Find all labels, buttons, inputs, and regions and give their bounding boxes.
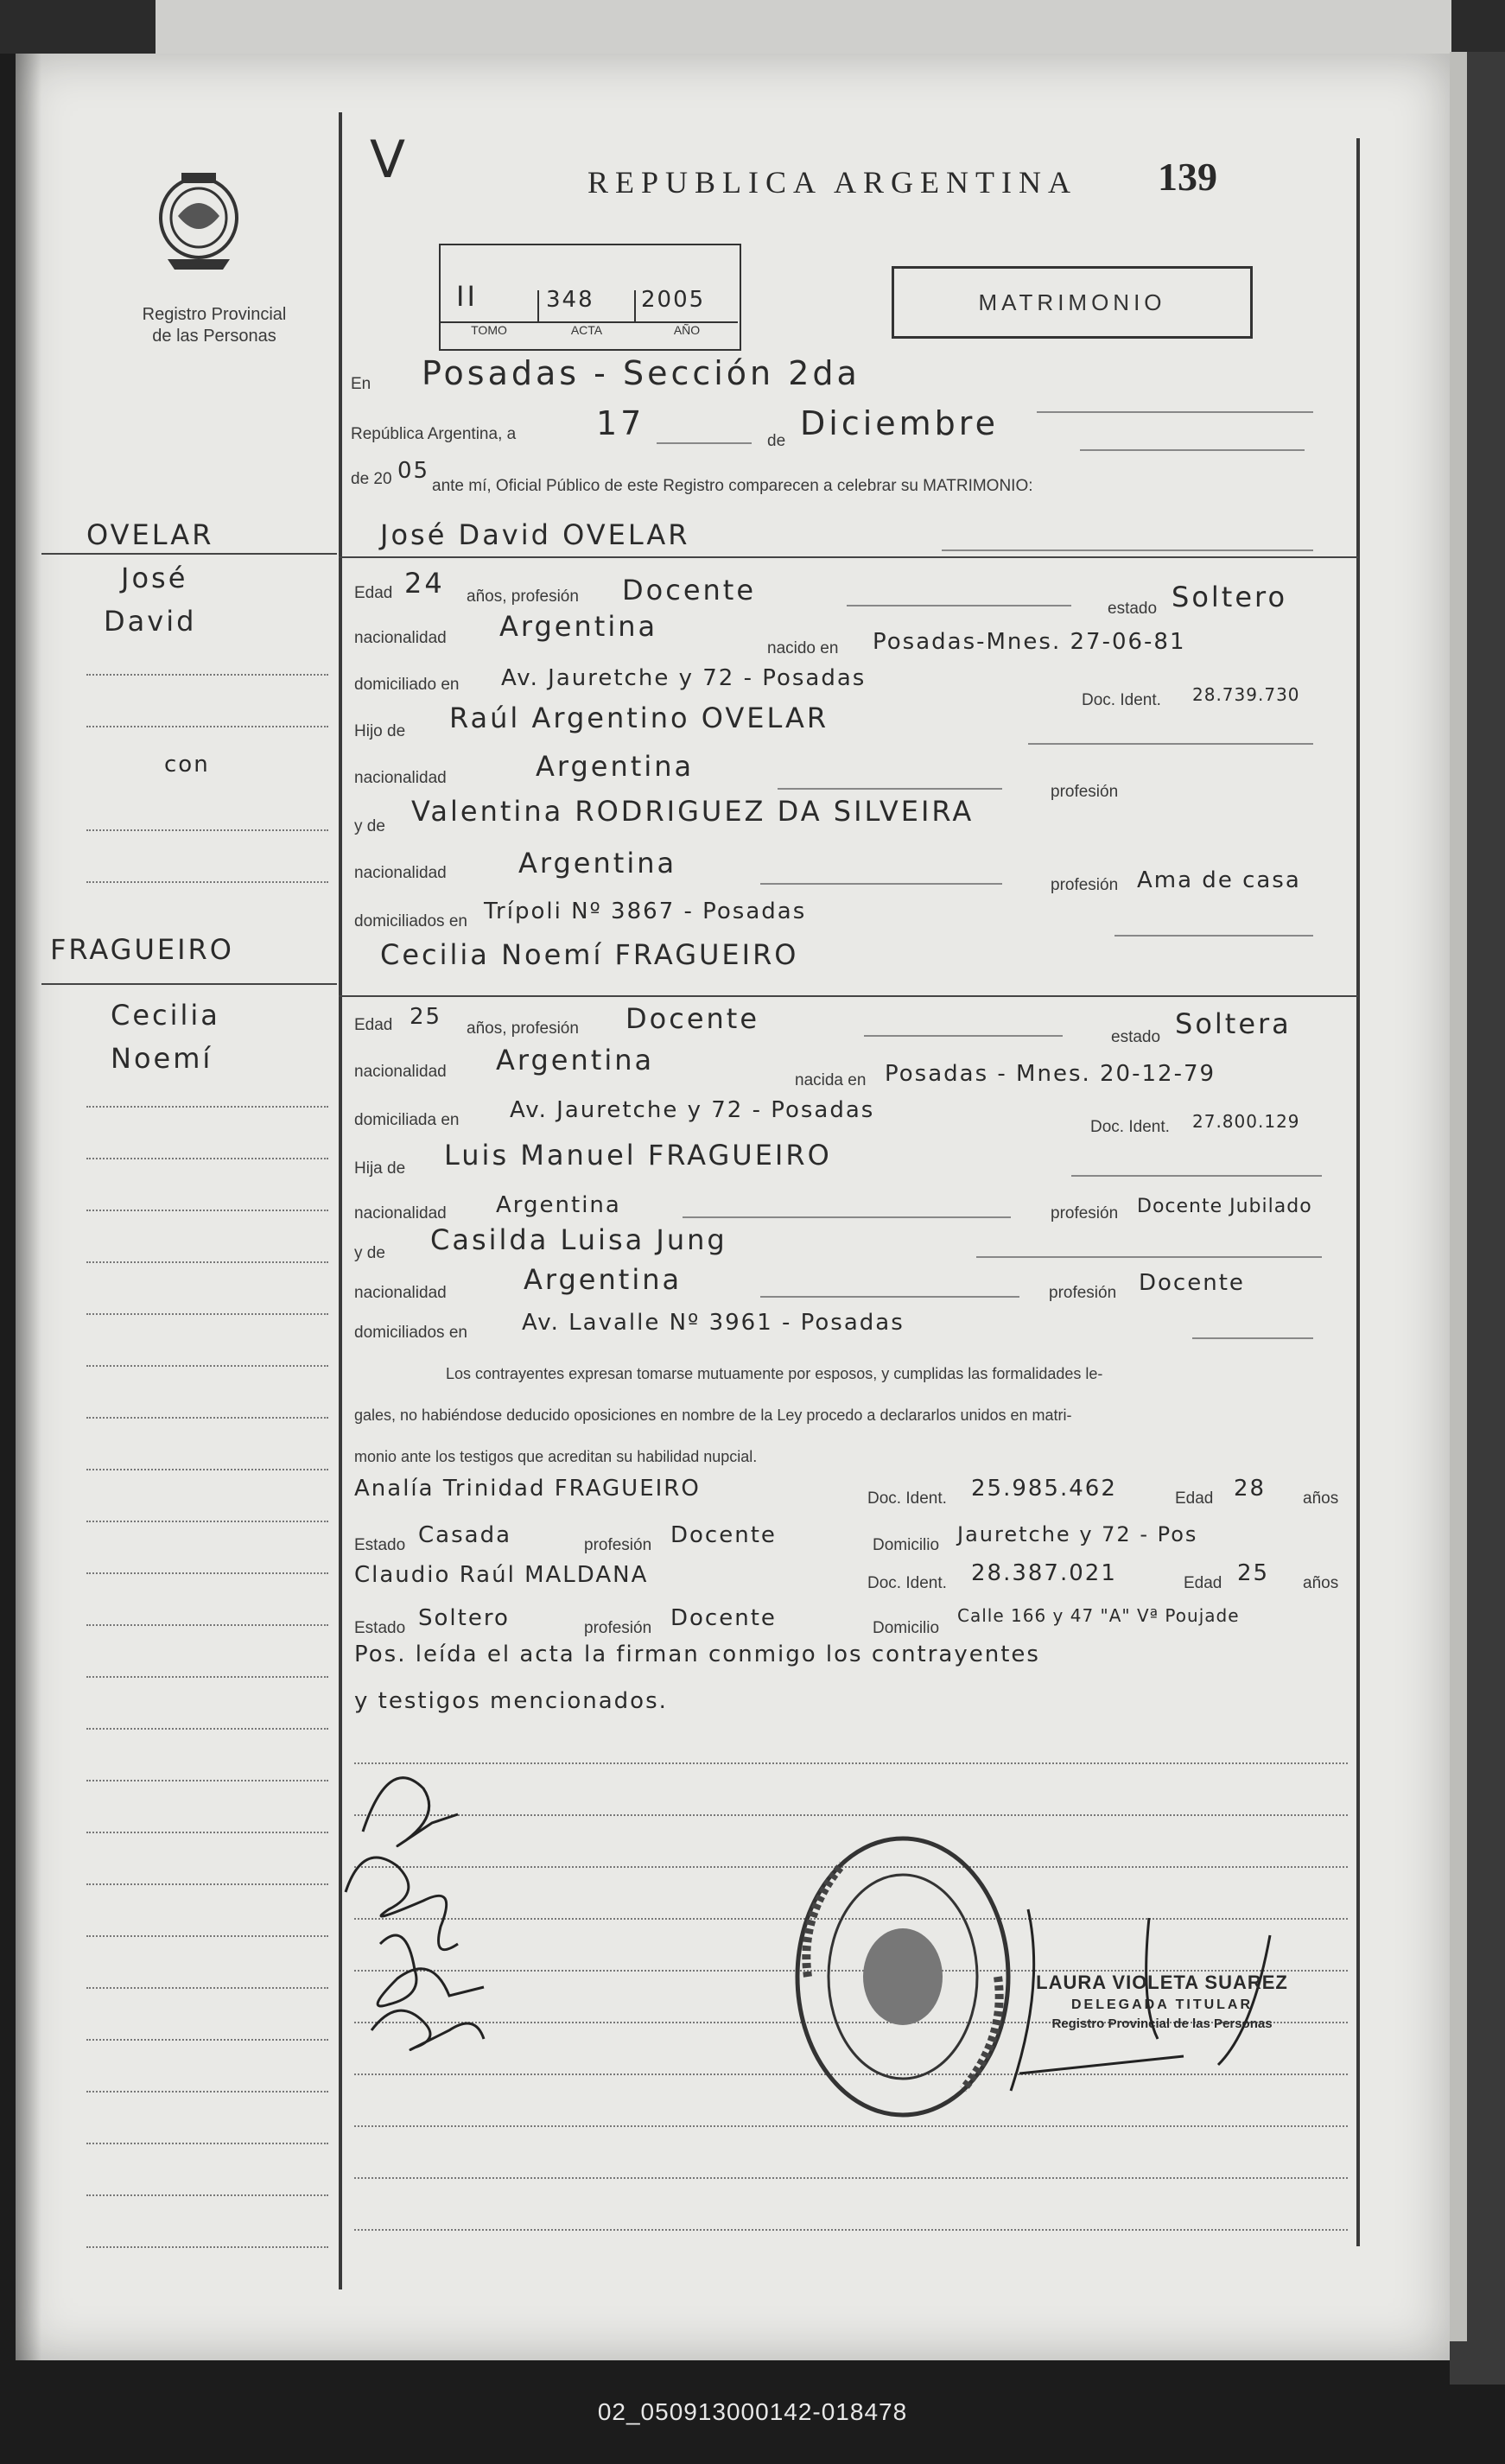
de-label: de [767,432,786,450]
witness2-anos-label: años [1303,1574,1339,1592]
witness2-edad-label: Edad [1184,1574,1222,1592]
tomo-value: II [456,280,478,313]
groom-birth: Posadas-Mnes. 27-06-81 [873,629,1186,655]
bride-mother-nationality: Argentina [524,1263,683,1296]
book-edge-top [156,0,1451,60]
book-edge-right [1450,52,1467,2341]
margin-bride-given-1: Cecilia [111,999,220,1032]
groom-address: Av. Jauretche y 72 - Posadas [501,665,867,691]
official-stamp-text [1019,1972,1305,2031]
groom-doc-label: Doc. Ident. [1082,691,1161,709]
bride-edad-label: Edad [354,1016,393,1034]
bride-address: Av. Jauretche y 72 - Posadas [510,1097,875,1123]
margin-groom-surname: OVELAR [86,518,214,551]
ano-label: AÑO [673,323,701,337]
witness1-prof-label: profesión [584,1536,652,1554]
groom-doc: 28.739.730 [1192,684,1300,705]
bride-estado: Soltera [1175,1007,1292,1040]
bride-father-prof-label: profesión [1051,1204,1119,1222]
groom-full-name: José David OVELAR [380,518,690,551]
groom-father-nationality: Argentina [536,750,695,783]
en-label: En [351,375,371,393]
witness2-address: Calle 166 y 47 "A" Vª Poujade [957,1605,1240,1626]
witness1-dom-label: Domicilio [873,1536,940,1554]
republica-label: República Argentina, a [351,425,517,443]
bride-full-name: Cecilia Noemí FRAGUEIRO [380,938,799,971]
page-number: 139 [1158,155,1217,199]
bride-doc: 27.800.129 [1192,1111,1300,1132]
bride-mother-nat-label: nacionalidad [354,1284,447,1302]
place: Posadas - Sección 2da [422,354,860,392]
witness1-doc: 25.985.462 [971,1476,1117,1502]
day: 17 [596,404,645,442]
witness2-age: 25 [1237,1560,1270,1586]
tomo-label: TOMO [471,323,507,337]
country-title: REPUBLICA ARGENTINA [587,165,1078,200]
bride-mother-prof-label: profesión [1049,1284,1117,1302]
registry-label [119,304,309,347]
margin-connector: con [164,752,210,778]
official-name: LAURA VIOLETA SUAREZ [1036,1972,1288,1993]
groom-dom-label: domiciliado en [354,676,460,694]
official-office: Registro Provincial de las Personas [1051,2016,1273,2031]
record-type-box: MATRIMONIO [892,266,1253,339]
registry-label-line-2: de las Personas [152,327,276,346]
acta-label: ACTA [570,323,603,337]
province-seal-icon [147,164,251,276]
intro-statement: ante mí, Oficial Público de este Registro comparecen a celebrar su MATRIMONIO: [432,477,1033,495]
signatures-image [328,1737,536,2065]
acta-value: 348 [546,287,594,313]
witness1-estado-label: Estado [354,1536,406,1554]
groom-mother-prof-label: profesión [1051,876,1119,894]
registry-label-line-1: Registro Provincial [142,305,287,324]
legal-line-2: gales, no habiéndose deducido oposiciones en nombre de la Ley procedo a declararlos unidos en matri- [354,1407,1072,1424]
ano-value: 2005 [641,287,706,313]
witness1-age: 28 [1234,1476,1267,1502]
legal-line-1: Los contrayentes expresan tomarse mutuamente por esposos, y cumplidas las formalidades le- [446,1365,1103,1382]
bride-mother-profession: Docente [1139,1270,1245,1296]
year-prefix: de 20 [351,470,392,488]
groom-edad-label: Edad [354,584,393,602]
bride-nationality: Argentina [496,1044,655,1076]
groom-age: 24 [404,567,445,600]
bride-profession: Docente [625,1002,760,1035]
bride-estado-label: estado [1111,1028,1161,1046]
bride-father-profession: Docente Jubilado [1137,1196,1312,1217]
witness2-doc-label: Doc. Ident. [867,1574,947,1592]
bride-father-label: Hija de [354,1159,406,1178]
bride-doc-label: Doc. Ident. [1090,1118,1170,1136]
bride-father-nationality: Argentina [496,1192,621,1218]
margin-bride-given-2: Noemí [111,1042,213,1075]
month: Diciembre [800,404,999,442]
witness1-address: Jauretche y 72 - Pos [957,1522,1198,1546]
bride-anos-label: años, profesión [467,1019,579,1038]
year-suffix: 05 [397,458,430,484]
groom-father: Raúl Argentino OVELAR [449,702,829,734]
witness1-name: Analía Trinidad FRAGUEIRO [354,1476,701,1502]
witness1-profession: Docente [670,1522,777,1548]
groom-nacido-label: nacido en [767,639,839,657]
legal-line-3: monio ante los testigos que acreditan su habilidad nupcial. [354,1448,758,1465]
witness2-doc: 28.387.021 [971,1560,1117,1586]
groom-estado-label: estado [1108,600,1158,618]
bride-parents-addr-label: domiciliados en [354,1324,467,1342]
groom-anos-label: años, profesión [467,587,579,606]
bride-mother: Casilda Luisa Jung [430,1223,727,1256]
witness2-estado: Soltero [418,1605,510,1631]
official-seal-stamp [791,1830,1015,2124]
closing-line-1: Pos. leída el acta la firman conmigo los contrayentes [354,1642,1040,1667]
margin-bride-surname: FRAGUEIRO [50,933,234,966]
margin-groom-given-1: José [121,562,188,594]
groom-mother-label: y de [354,817,385,835]
bride-mother-label: y de [354,1244,385,1262]
official-role: DELEGADA TITULAR [1070,1997,1254,2012]
binding-shadow [16,54,41,2360]
corner-check-mark: V [370,130,410,190]
groom-profession: Docente [622,574,757,606]
groom-mother-nat-label: nacionalidad [354,864,447,882]
witness1-doc-label: Doc. Ident. [867,1489,947,1508]
witness2-dom-label: Domicilio [873,1619,940,1637]
bride-nac-label: nacionalidad [354,1063,447,1081]
groom-parents-addr-label: domiciliados en [354,912,467,930]
bride-age: 25 [410,1004,442,1030]
groom-father-nat-label: nacionalidad [354,769,447,787]
groom-parents-address: Trípoli Nº 3867 - Posadas [484,899,807,924]
witness2-estado-label: Estado [354,1619,406,1637]
bride-parents-address: Av. Lavalle Nº 3961 - Posadas [522,1310,905,1336]
groom-mother: Valentina RODRIGUEZ DA SILVEIRA [411,795,975,828]
bride-father: Luis Manuel FRAGUEIRO [444,1139,832,1172]
footer-code: 02_050913000142-018478 [597,2398,908,2425]
groom-mother-nationality: Argentina [518,847,677,880]
volume-box [439,244,741,351]
bride-nacido-label: nacida en [795,1071,867,1089]
bride-father-nat-label: nacionalidad [354,1204,447,1222]
groom-father-prof-label: profesión [1051,783,1119,801]
bride-dom-label: domiciliada en [354,1111,460,1129]
witness2-prof-label: profesión [584,1619,652,1637]
closing-line-2: y testigos mencionados. [354,1688,668,1714]
groom-father-label: Hijo de [354,722,406,740]
groom-estado: Soltero [1172,581,1288,613]
witness2-profession: Docente [670,1605,777,1631]
witness1-estado: Casada [418,1522,512,1548]
right-form-border [1356,138,1360,2246]
margin-groom-given-2: David [104,605,197,638]
groom-nac-label: nacionalidad [354,629,447,647]
witness1-edad-label: Edad [1175,1489,1214,1508]
groom-mother-profession: Ama de casa [1137,867,1301,893]
witness2-name: Claudio Raúl MALDANA [354,1562,649,1588]
groom-nationality: Argentina [499,610,658,643]
witness1-anos-label: años [1303,1489,1339,1508]
bride-birth: Posadas - Mnes. 20-12-79 [885,1061,1216,1087]
